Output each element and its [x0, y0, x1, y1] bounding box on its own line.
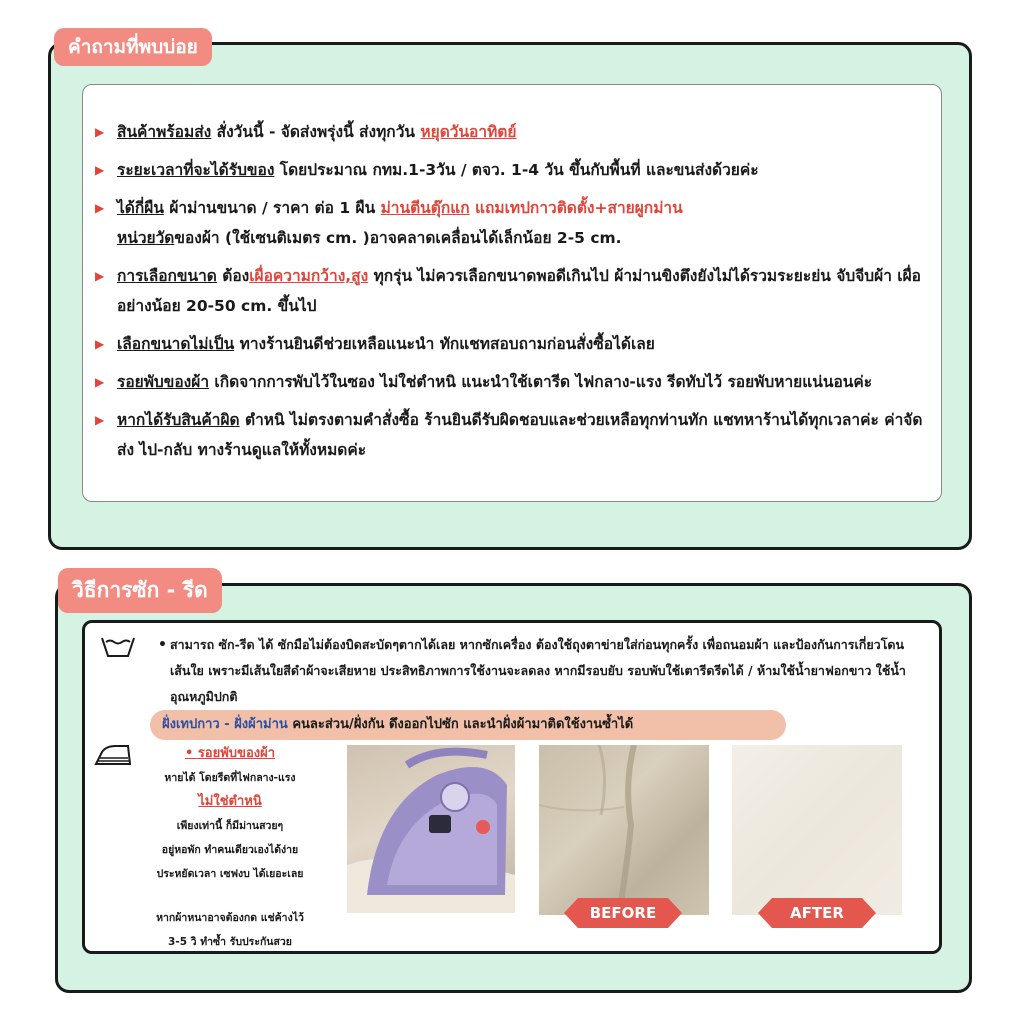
faq-item-delivery-time: [95, 155, 929, 185]
faq-text: ทางร้านยินดีช่วยเหลือแนะนำ ทักแชทสอบถามก่อนสั่งซื้อได้เลย: [234, 335, 655, 353]
fold-mark-note: [120, 742, 340, 954]
faq-item-size-help: [95, 329, 929, 359]
side-line-3: อยู่หอพัก ทำคนเดียวเองได้ง่าย: [161, 844, 299, 856]
side-line-5: หากผ้าหนาอาจต้องกด แช่ค้างไว้: [156, 912, 304, 924]
iron-photo: [347, 745, 515, 913]
faq-item-size-selection: [95, 261, 929, 321]
faq-label: หากได้รับสินค้าผิด: [117, 411, 240, 429]
wash-tub-icon: [100, 634, 136, 660]
faq-text-b: ทุกรุ่น ไม่ควรเลือกขนาดพอดีเกินไป ผ้าม่านขิงตึงยังไม่ได้รวมระยะย่น จับจีบผ้า เผื่ออย่างน้อย 20-50 cm. ขึ้นไป: [117, 267, 921, 315]
faq-highlight: หยุดวันอาทิตย์: [420, 123, 517, 141]
steam-iron-illustration: [347, 745, 515, 913]
faq-text: สั่งวันนี้ - จัดส่งพรุ่งนี้ ส่งทุกวัน: [211, 123, 421, 141]
triangle-bullet-icon: ▶: [95, 125, 105, 139]
triangle-bullet-icon: ▶: [95, 163, 105, 177]
after-photo: [732, 745, 902, 915]
faq-item-how-many-panels: [95, 193, 929, 253]
before-photo: [539, 745, 709, 915]
faq-text: ต้อง: [216, 267, 250, 285]
side-line-4: ประหยัดเวลา เซฟงบ ได้เยอะเลย: [156, 868, 304, 880]
faq-text: ผ้าม่านขนาด / ราคา ต่อ 1 ผืน: [163, 199, 381, 217]
faq-text-2: ของผ้า (ใช้เซนติเมตร cm. )อาจคลาดเคลื่อนได้เล็กน้อย 2-5 cm.: [174, 229, 622, 247]
faq-item-ready-stock: [95, 117, 929, 147]
triangle-bullet-icon: ▶: [95, 375, 105, 389]
triangle-bullet-icon: ▶: [95, 413, 105, 427]
wash-instructions: [158, 632, 930, 710]
triangle-bullet-icon: ▶: [95, 201, 105, 215]
faq-label: ระยะเวลาที่จะได้รับของ: [117, 161, 275, 179]
before-label: BEFORE: [578, 898, 668, 928]
faq-label: เลือกขนาดไม่เป็น: [117, 335, 235, 353]
side-not-defect: ไม่ใช่ตำหนิ: [198, 794, 262, 809]
faq-label: การเลือกขนาด: [117, 267, 217, 285]
wash-body-text: สามารถ ซัก-รีด ได้ ซักมือไม่ต้องบิดสะบัดๆตากได้เลย หากซักเครื่อง ต้องใช้ถุงตาข่ายใส่ก่อนทุกครั้ง เพื่อถนอมผ้า และป้องกันการเกี่ยวโดนเส้นใย เพราะมีเส้นใยสีดำผ้าจะเสียหาย ประสิทธิภาพการใช้งานจะลดลง หากมีรอบยับ รอบพับใช้เตารีดรีดได้ / ห้ามใช้น้ำยาฟอกขาว ใช้น้ำอุณหภูมิปกติ: [170, 637, 906, 704]
side-line-6: 3-5 วิ ทำซ้ำ รับประกันสวย: [168, 936, 292, 948]
faq-highlight: เผื่อความกว้าง,สูง: [249, 267, 369, 285]
after-label: AFTER: [772, 898, 862, 928]
faq-card: [82, 84, 942, 502]
faq-text: โดยประมาณ กทม.1-3วัน / ตจว. 1-4 วัน ขึ้นกับพื้นที่ และขนส่งด้วยค่ะ: [274, 161, 759, 179]
faq-highlight-2: แถมเทปกาวติดตั้ง+สายผูกม่าน: [469, 199, 683, 217]
wash-bullet: •: [158, 637, 167, 653]
faq-label-2: หน่วยวัด: [117, 229, 175, 247]
side-bullet: •: [184, 746, 198, 761]
faq-label: รอยพับของผ้า: [117, 373, 210, 391]
wrinkled-fabric-illustration: [539, 745, 709, 915]
faq-highlight: ม่านตีนตุ๊กแก: [380, 199, 470, 217]
faq-item-fold-marks: [95, 367, 929, 397]
triangle-bullet-icon: ▶: [95, 337, 105, 351]
pill-text: คนละส่วน/ฝั่งกัน ดึงออกไปซัก และนำฝั่งผ้ามาติดใช้งานซ้ำได้: [287, 717, 634, 732]
side-heading: รอยพับของผ้า: [197, 746, 276, 761]
side-line-1: หายได้ โดยรีดที่ไฟกลาง-แรง: [164, 772, 296, 784]
faq-label: สินค้าพร้อมส่ง: [117, 123, 212, 141]
pill-highlight: ฝั่งเทปกาว - ฝั่งผ้าม่าน: [162, 717, 288, 732]
side-line-2: เพียงเท่านี้ ก็มีม่านสวยๆ: [176, 820, 284, 832]
faq-item-wrong-item: [95, 405, 929, 465]
faq-tab: คำถามที่พบบ่อย: [54, 28, 212, 66]
faq-label: ได้กี่ผืน: [117, 199, 164, 217]
triangle-bullet-icon: ▶: [95, 269, 105, 283]
tape-note-pill: [150, 710, 786, 740]
wash-tab: วิธีการซัก - รีด: [58, 568, 222, 613]
faq-text: ตำหนิ ไม่ตรงตามคำสั่งซื้อ ร้านยินดีรับผิดชอบและช่วยเหลือทุกท่านทัก แชทหาร้านได้ทุกเวลาค่ะ ค่าจัดส่ง ไป-กลับ ทางร้านดูแลให้ทั้งหมดค่ะ: [117, 411, 923, 459]
faq-text: เกิดจากการพับไว้ในซอง ไม่ใช่ตำหนิ แนะนำใช้เตารีด ไฟกลาง-แรง รีดทับไว้ รอยพับหายแน่นอนค่ะ: [209, 373, 873, 391]
